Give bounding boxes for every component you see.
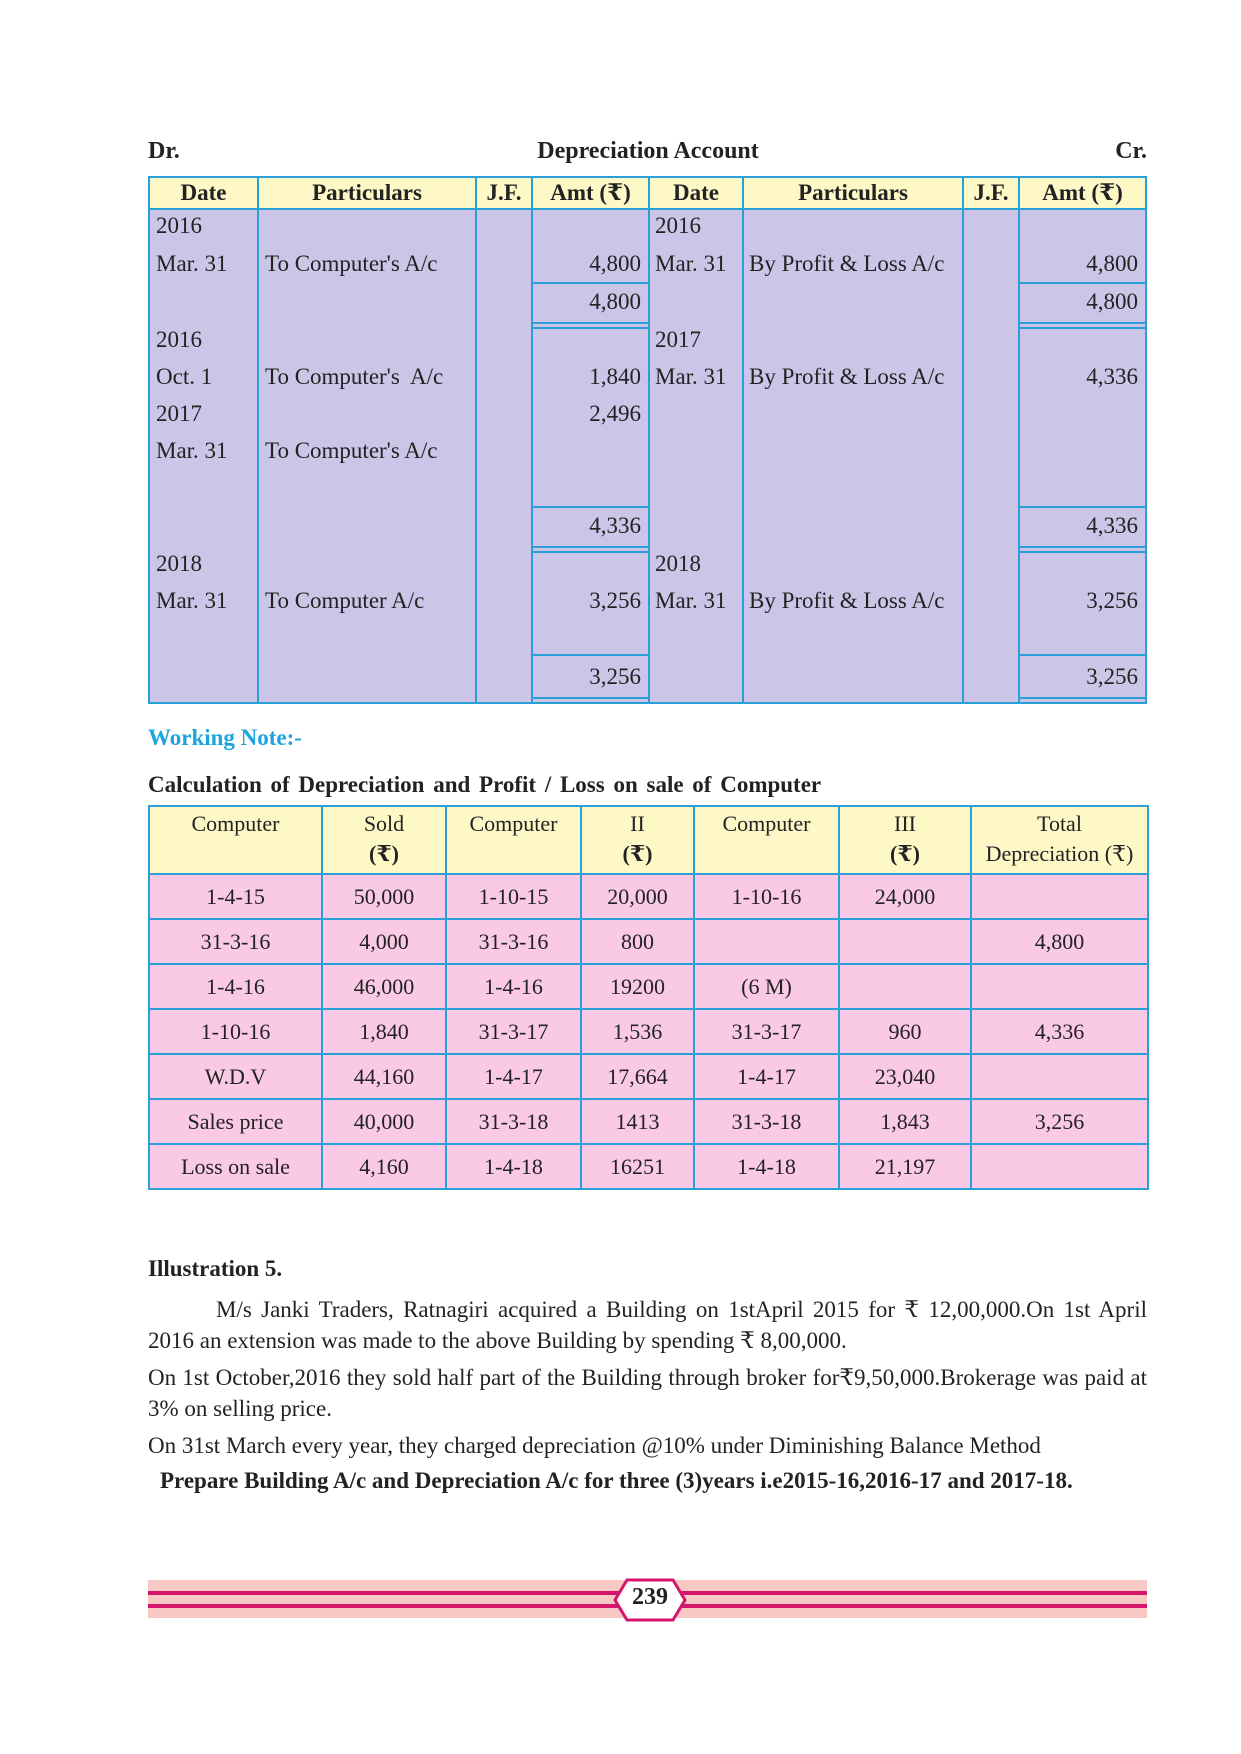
credit-date: Mar. 31	[655, 364, 727, 389]
credit-total: 3,256	[1086, 664, 1138, 689]
credit-amount: 4,336	[1086, 364, 1138, 389]
debit-particulars: To Computer's A/c	[265, 438, 438, 463]
working-note-label: Working Note:-	[148, 725, 302, 750]
table-cell: 31-3-18	[446, 1099, 581, 1144]
table-cell: 1413	[581, 1099, 694, 1144]
table-header: III (₹)	[839, 806, 971, 874]
table-cell: 46,000	[322, 964, 446, 1009]
ledger-rule	[1020, 327, 1145, 329]
ledger-rule	[533, 697, 648, 699]
ledger-col-jf-cr	[962, 176, 1020, 704]
table-cell: 960	[839, 1009, 971, 1054]
page-number: 239	[632, 1584, 668, 1610]
ledger-rule	[1020, 322, 1145, 324]
illustration-paragraph: On 1st October,2016 they sold half part of the Building through broker for₹9,50,000.Brokerage was paid at 3% on selling price.	[148, 1365, 1147, 1421]
table-row	[149, 874, 1148, 919]
ledger-header-amount-cr: Amt (₹)	[1018, 176, 1147, 210]
table-cell: 31-3-17	[446, 1009, 581, 1054]
table-row	[149, 919, 1148, 964]
table-cell	[694, 919, 839, 964]
ledger-header-particulars-dr: Particulars	[257, 176, 477, 210]
debit-particulars: To Computer A/c	[265, 588, 425, 613]
ledger-rule	[533, 327, 648, 329]
debit-date: 2016	[156, 327, 202, 352]
credit-particulars: By Profit & Loss A/c	[749, 251, 945, 276]
table-cell: 31-3-16	[149, 919, 322, 964]
table-cell: 1-10-16	[694, 874, 839, 919]
credit-date: Mar. 31	[655, 588, 727, 613]
ledger-header-jf-dr: J.F.	[475, 176, 533, 210]
debit-amount: 1,840	[589, 364, 641, 389]
ledger-header-particulars-cr: Particulars	[742, 176, 964, 210]
table-header-row	[149, 806, 1148, 874]
table-cell: 31-3-17	[694, 1009, 839, 1054]
table-cell: 1-10-16	[149, 1009, 322, 1054]
debit-date: Mar. 31	[156, 438, 228, 463]
table-cell: 1-4-15	[149, 874, 322, 919]
table-cell: 24,000	[839, 874, 971, 919]
table-cell: 1,536	[581, 1009, 694, 1054]
table-cell: 17,664	[581, 1054, 694, 1099]
table-cell	[971, 874, 1148, 919]
table-cell: 4,336	[971, 1009, 1148, 1054]
table-cell: W.D.V	[149, 1054, 322, 1099]
credit-date: Mar. 31	[655, 251, 727, 276]
ledger-rule	[533, 322, 648, 324]
table-header: Computer	[446, 806, 581, 874]
table-row	[149, 1009, 1148, 1054]
table-cell: Sales price	[149, 1099, 322, 1144]
table-cell: 44,160	[322, 1054, 446, 1099]
credit-particulars: By Profit & Loss A/c	[749, 364, 945, 389]
table-cell: 1,840	[322, 1009, 446, 1054]
table-cell	[971, 1054, 1148, 1099]
table-cell: 4,000	[322, 919, 446, 964]
table-cell: 21,197	[839, 1144, 971, 1189]
depreciation-calculation-table	[148, 805, 1149, 1190]
debit-total: 4,336	[589, 513, 641, 538]
debit-date: Oct. 1	[156, 364, 213, 389]
table-header: Computer	[694, 806, 839, 874]
credit-date: 2016	[655, 213, 701, 238]
table-cell	[971, 964, 1148, 1009]
table-cell: 1-4-18	[694, 1144, 839, 1189]
table-cell: 31-3-18	[694, 1099, 839, 1144]
table-cell: 40,000	[322, 1099, 446, 1144]
table-cell	[971, 1144, 1148, 1189]
ledger-rule	[1020, 654, 1145, 656]
credit-date: 2018	[655, 551, 701, 576]
credit-amount: 4,800	[1086, 251, 1138, 276]
debit-particulars: To Computer's A/c	[265, 364, 444, 389]
debit-date: 2017	[156, 401, 202, 426]
table-cell: 1-4-16	[149, 964, 322, 1009]
ledger-rule	[533, 654, 648, 656]
debit-total: 3,256	[589, 664, 641, 689]
table-header: Sold (₹)	[322, 806, 446, 874]
credit-total: 4,800	[1086, 289, 1138, 314]
credit-date: 2017	[655, 327, 701, 352]
debit-date: 2016	[156, 213, 202, 238]
illustration-paragraph: On 31st March every year, they charged depreciation @10% under Diminishing Balance Method	[148, 1433, 1041, 1458]
table-cell: Loss on sale	[149, 1144, 322, 1189]
ledger-header-date-cr: Date	[648, 176, 744, 210]
table-cell: (6 M)	[694, 964, 839, 1009]
table-cell: 1-4-18	[446, 1144, 581, 1189]
ledger-rule	[1020, 506, 1145, 508]
ledger-rule	[533, 546, 648, 548]
credit-total: 4,336	[1086, 513, 1138, 538]
table-cell: 20,000	[581, 874, 694, 919]
table-cell: 19200	[581, 964, 694, 1009]
table-cell	[839, 964, 971, 1009]
table-cell: 4,800	[971, 919, 1148, 964]
debit-amount: 2,496	[589, 401, 641, 426]
table-row	[149, 1054, 1148, 1099]
credit-amount: 3,256	[1086, 588, 1138, 613]
table-row	[149, 964, 1148, 1009]
table-cell: 3,256	[971, 1099, 1148, 1144]
ledger-header-date-dr: Date	[148, 176, 259, 210]
table-cell	[839, 919, 971, 964]
illustration-instruction: Prepare Building A/c and Depreciation A/c for three (3)years i.e2015-16,2016-17 and 2017-18.	[160, 1468, 1073, 1493]
ledger-rule	[1020, 546, 1145, 548]
table-header: II (₹)	[581, 806, 694, 874]
table-cell: 16251	[581, 1144, 694, 1189]
table-header: Total Depreciation (₹)	[971, 806, 1148, 874]
ledger-rule	[533, 282, 648, 284]
table-cell: 23,040	[839, 1054, 971, 1099]
ledger-title: Depreciation Account	[537, 138, 759, 164]
ledger-rule	[533, 506, 648, 508]
ledger-rule	[1020, 282, 1145, 284]
table-cell: 50,000	[322, 874, 446, 919]
debit-date: 2018	[156, 551, 202, 576]
ledger-cr-label: Cr.	[1115, 138, 1147, 164]
table-row	[149, 1144, 1148, 1189]
table-cell: 1-10-15	[446, 874, 581, 919]
table-cell: 1-4-17	[446, 1054, 581, 1099]
table-row	[149, 1099, 1148, 1144]
table-cell: 800	[581, 919, 694, 964]
table-cell: 4,160	[322, 1144, 446, 1189]
table-cell: 1,843	[839, 1099, 971, 1144]
table-header: Computer	[149, 806, 322, 874]
table-cell: 1-4-16	[446, 964, 581, 1009]
credit-particulars: By Profit & Loss A/c	[749, 588, 945, 613]
illustration-paragraph: M/s Janki Traders, Ratnagiri acquired a Building on 1stApril 2015 for ₹ 12,00,000.On 1st April 2016 an extension was made to the above Building by spending ₹ 8,00,000.	[148, 1297, 1147, 1353]
ledger-header-jf-cr: J.F.	[962, 176, 1020, 210]
table-cell: 31-3-16	[446, 919, 581, 964]
ledger-rule	[533, 551, 648, 553]
ledger-rule	[1020, 697, 1145, 699]
debit-particulars: To Computer's A/c	[265, 251, 438, 276]
ledger-col-jf-dr	[475, 176, 533, 704]
debit-total: 4,800	[589, 289, 641, 314]
ledger-header-amount-dr: Amt (₹)	[531, 176, 650, 210]
debit-date: Mar. 31	[156, 251, 228, 276]
calculation-title: Calculation of Depreciation and Profit / Loss on sale of Computer	[148, 772, 822, 797]
table-cell: 1-4-17	[694, 1054, 839, 1099]
ledger-dr-label: Dr.	[148, 138, 180, 164]
illustration-title: Illustration 5.	[148, 1256, 283, 1281]
debit-amount: 3,256	[589, 588, 641, 613]
ledger-rule	[1020, 551, 1145, 553]
debit-date: Mar. 31	[156, 588, 228, 613]
debit-amount: 4,800	[589, 251, 641, 276]
